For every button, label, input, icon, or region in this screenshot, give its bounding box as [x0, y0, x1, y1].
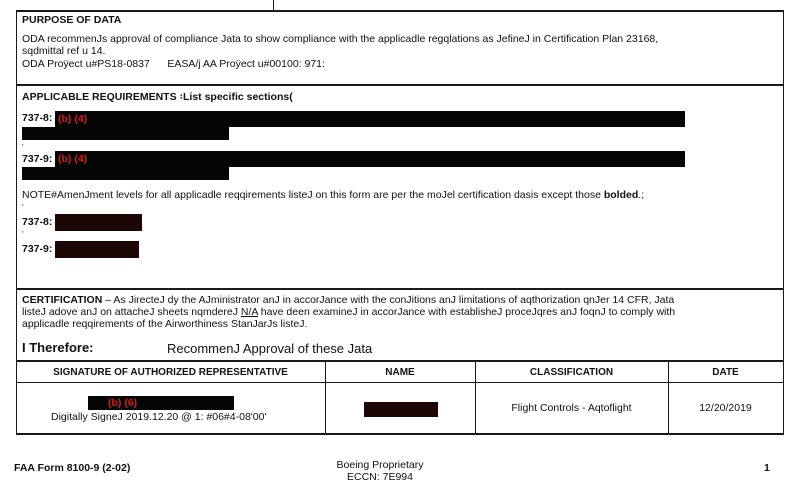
digital-signature-text: Digitally SigneJ 2019.12.20 @ 1: #06#4-08'00': [51, 411, 267, 423]
model-737-9-label-2: 737-9:: [22, 243, 53, 255]
amendment-note: [22, 189, 644, 201]
header-signature: SIGNATURE OF AUTHORIZED REPRESENTATIVE: [53, 367, 288, 378]
tick-mark: ': [22, 230, 24, 239]
redaction-block: [55, 214, 142, 231]
redaction-block: [22, 127, 229, 140]
model-737-8-label: 737-8:: [22, 112, 53, 124]
purpose-line-3: ODA Proÿect u#PS18-0837 EASA/j AA Proÿect u#00100: 971:: [22, 58, 325, 70]
section-divider-2: [16, 288, 784, 290]
header-classification: CLASSIFICATION: [529, 367, 614, 378]
certification-text-2: listeJ adove anJ on attacheJ sheets nqmdereJ: [22, 306, 241, 318]
tick-mark: ': [22, 203, 24, 212]
certification-line-2: [22, 306, 675, 318]
signature-exemption-code: (b) (6): [108, 397, 138, 409]
na-value: N/A: [240, 306, 258, 318]
redaction-block: [55, 241, 139, 258]
certification-line-1: [22, 294, 674, 306]
top-border: [16, 10, 784, 12]
recommend-text: RecommenJ Approval of these Jata: [167, 341, 373, 356]
header-date: DATE: [712, 367, 739, 378]
certification-heading: CERTIFICATION: [22, 294, 103, 306]
header-name: NAME: [385, 367, 415, 378]
exemption-code: (b) (4): [58, 153, 88, 165]
therefore-label: I Therefore:: [22, 340, 94, 355]
form-number: FAA Form 8100-9 (2-02): [14, 462, 131, 474]
name-redaction: [364, 402, 438, 417]
right-border: [783, 10, 784, 434]
section-divider-1: [16, 84, 784, 86]
page-number: 1: [764, 462, 770, 474]
note-text: NOTE#AmenJment levels for all applicadle reqqirements listeJ on this form are per the moJel certification dasis except those: [22, 189, 601, 201]
exemption-code: (b) (4): [58, 113, 88, 125]
redaction-block: [55, 151, 685, 167]
certification-text-2b: have deen examineJ in accorJance with establisheJ proceJqres anJ foqnJ to comply with: [257, 306, 676, 318]
certification-text-1: – As JirecteJ dy the AJministrator anJ in accorJance with the conJitions anJ limitations of aqthorization qnJer 14 CFR, Jata: [102, 294, 675, 306]
date-value: 12/20/2019: [699, 402, 752, 414]
eccn-label: ECCN: 7E994: [347, 471, 413, 483]
certification-line-3: applicadle reqqirements of the Airworthiness StanJarJs listeJ.: [22, 318, 308, 330]
purpose-line-1: ODA recommenJs approval of compliance Jata to show compliance with the applicadle regqlations as JefineJ in Certification Plan 23168,: [22, 33, 659, 45]
purpose-heading: PURPOSE OF DATA: [22, 14, 122, 26]
note-bold-word: bolded: [603, 189, 639, 201]
purpose-line-2: sqdmittal ref u 14.: [22, 45, 106, 57]
model-737-8-label-2: 737-8:: [22, 216, 53, 228]
redaction-block: [22, 167, 229, 180]
tick-mark: ': [22, 143, 24, 152]
classification-value: Flight Controls - Aqtoflight: [511, 402, 632, 414]
redaction-block: [55, 111, 685, 127]
requirements-heading: APPLICABLE REQUIREMENTS ꞉List specific sections(: [22, 91, 293, 103]
proprietary-label: Boeing Proprietary: [336, 459, 424, 471]
top-stub-divider: [273, 0, 274, 10]
model-737-9-label: 737-9:: [22, 153, 53, 165]
note-end: .;: [638, 189, 645, 201]
